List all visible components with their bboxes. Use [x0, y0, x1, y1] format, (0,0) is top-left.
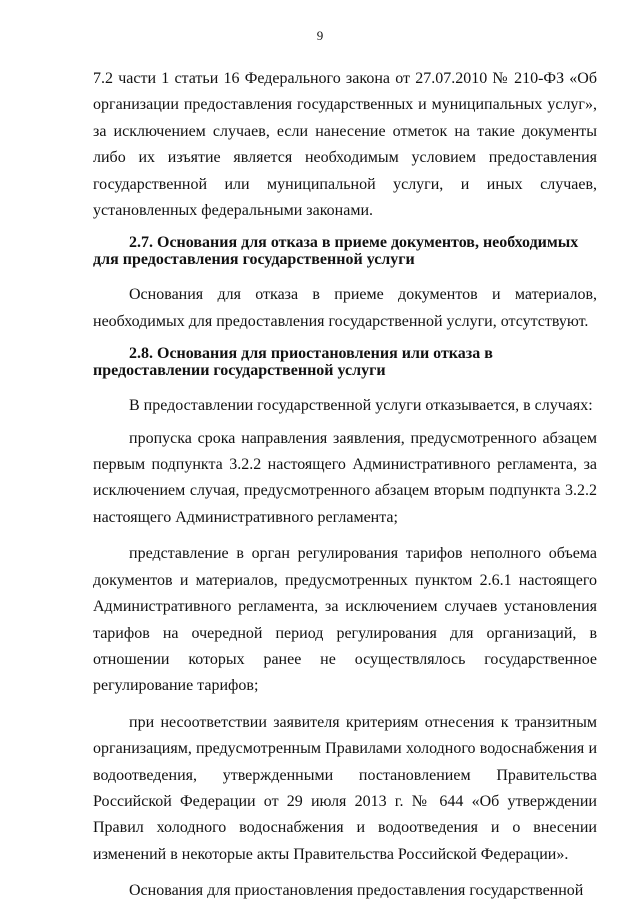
paragraph-refusal-cases-intro: В предоставлении государственной услуги отказывается, в случаях:	[129, 397, 593, 415]
paragraph-incomplete-documents: представление в орган регулирования тарифов неполного объема документов и материалов, предусмотренных пунктом 2.6.1 настоящего Административного регламента, за исключением случаев установления тарифов на очередной период регулирования для организаций, в отношении которых ранее не осуществлялось государственное регулирование тарифов;	[93, 545, 597, 695]
page-number: 9	[316, 28, 324, 43]
paragraph-missed-deadline: пропуска срока направления заявления, предусмотренного абзацем первым подпункта 3.2.2 настоящего Административного регламента, за исключением случая, предусмотренного абзацем вторым подпункта 3.2.2 настоящего Административного регламента;	[93, 429, 597, 526]
paragraph-continuation: 7.2 части 1 статьи 16 Федерального закона от 27.07.2010 № 210-ФЗ «Об организации предоставления государственных и муниципальных услуг», за исключением случаев, если нанесение отметок на такие документы либо их изъятие является необходимым условием предоставления государственной или муниципальной услуги, и иных случаев, установленных федеральными законами.	[93, 70, 597, 220]
section-heading-2-7: 2.7. Основания для отказа в приеме документов, необходимых для предоставления государственной услуги	[93, 234, 579, 269]
paragraph-suspension-grounds: Основания для приостановления предоставления государственной	[129, 882, 584, 900]
paragraph-no-grounds-refusal: Основания для отказа в приеме документов и материалов, необходимых для предоставления государственной услуги, отсутствуют.	[93, 286, 597, 330]
document-body	[93, 66, 597, 905]
section-heading-2-8: 2.8. Основания для приостановления или отказа в предоставлении государственной услуги	[93, 345, 493, 380]
paragraph-transit-criteria: при несоответствии заявителя критериям отнесения к транзитным организациям, предусмотренным Правилами холодного водоснабжения и водоотведения, утвержденными постановлением Правительства Российской Федерации от 29 июля 2013 г. № 644 «Об утверждении Правил холодного водоснабжения и водоотведения и о внесении изменений в некоторые акты Правительства Российской Федерации».	[93, 713, 597, 863]
